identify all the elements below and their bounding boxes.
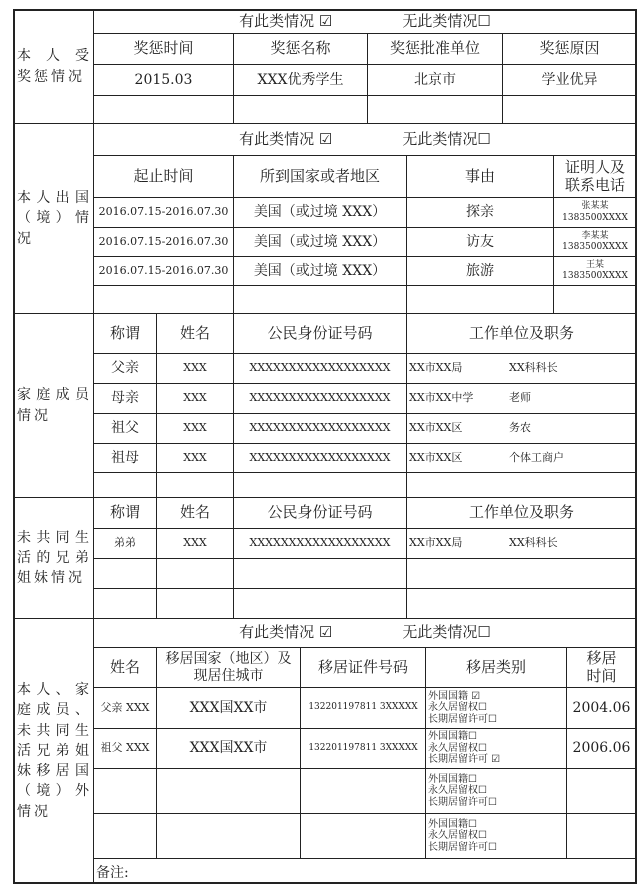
emig-type-cell[interactable] [425, 813, 567, 859]
family-id-cell[interactable]: XXXXXXXXXXXXXXXXXX [233, 383, 407, 414]
has-record-checkbox[interactable]: 有此类情况 ☑ [239, 129, 333, 148]
award-name-cell[interactable]: XXX优秀学生 [233, 64, 368, 96]
empty-cell[interactable] [553, 285, 637, 314]
witness-name: 李某某 [581, 230, 609, 241]
no-record-checkbox[interactable]: 无此类情况☐ [402, 11, 491, 30]
work-title: 个体工商户 [509, 450, 564, 464]
emig-name-cell[interactable] [93, 768, 157, 814]
emig-cert-cell[interactable] [300, 768, 426, 814]
empty-cell[interactable] [156, 558, 234, 589]
type-long-term-residence-checkbox[interactable]: 长期居留许可☐ [428, 841, 497, 853]
family-name-cell[interactable]: XXX [156, 413, 234, 444]
header-id: 公民身份证号码 [233, 497, 407, 529]
emig-time-cell[interactable] [566, 813, 637, 859]
type-long-term-residence-checkbox[interactable]: 长期居留许可☐ [428, 796, 497, 808]
type-permanent-residence-checkbox[interactable]: 永久居留权☐ [428, 785, 487, 797]
type-foreign-nationality-checkbox[interactable]: 外国国籍 ☑ [428, 690, 481, 702]
empty-cell[interactable] [502, 95, 637, 124]
emig-type-cell[interactable] [425, 768, 567, 814]
header-cert: 移居证件号码 [300, 647, 426, 688]
abroad-period-cell[interactable]: 2016.07.15-2016.07.30 [93, 256, 234, 286]
abroad-reason-cell[interactable]: 访友 [406, 227, 554, 257]
work-unit: XX市XX局 [409, 361, 463, 375]
family-work-cell[interactable] [406, 353, 637, 384]
abroad-place-cell[interactable]: 美国（或过境 XXX） [233, 256, 407, 286]
empty-cell[interactable] [233, 588, 407, 619]
family-relation-cell[interactable]: 祖父 [93, 413, 157, 444]
witness-phone: 1383500XXXX [562, 271, 628, 281]
witness-name: 张某某 [581, 201, 609, 212]
work-title: 务农 [509, 421, 531, 435]
work-unit: XX市XX中学 [409, 391, 474, 405]
abroad-witness-cell[interactable] [553, 256, 637, 286]
emig-name-cell[interactable]: 父亲 XXX [93, 687, 157, 729]
empty-cell[interactable] [93, 95, 234, 124]
header-name: 姓名 [93, 647, 157, 688]
empty-cell[interactable] [93, 558, 157, 589]
work-title: XX科科长 [509, 361, 558, 375]
header-type: 移居类别 [425, 647, 567, 688]
emig-type-cell[interactable] [425, 687, 567, 729]
emig-name-cell[interactable] [93, 813, 157, 859]
empty-cell[interactable] [233, 285, 407, 314]
type-foreign-nationality-checkbox[interactable]: 外国国籍☐ [428, 818, 477, 830]
header-award-unit: 奖惩批准单位 [367, 33, 503, 65]
empty-cell[interactable] [367, 95, 503, 124]
abroad-period-cell[interactable]: 2016.07.15-2016.07.30 [93, 227, 234, 257]
type-long-term-residence-checkbox[interactable]: 长期居留许可☐ [428, 713, 497, 725]
section-label-awards: 本 人 受 奖惩情况 [13, 9, 94, 124]
has-record-checkbox[interactable]: 有此类情况 ☑ [239, 11, 333, 30]
has-record-row [93, 9, 637, 34]
abroad-witness-cell[interactable] [553, 197, 637, 228]
work-unit: XX市XX局 [409, 536, 463, 550]
section-label-family: 家庭成员情况 [13, 313, 94, 498]
has-record-checkbox[interactable]: 有此类情况 ☑ [239, 623, 333, 642]
award-time-cell[interactable]: 2015.03 [93, 64, 234, 96]
empty-cell[interactable] [156, 588, 234, 619]
work-unit: XX市XX区 [409, 421, 463, 435]
abroad-place-cell[interactable]: 美国（或过境 XXX） [233, 227, 407, 257]
header-award-time: 奖惩时间 [93, 33, 234, 65]
work-unit: XX市XX区 [409, 450, 463, 464]
emig-country-cell[interactable]: XXX国XX市 [156, 687, 301, 729]
award-reason-cell[interactable]: 学业优异 [502, 64, 637, 96]
empty-cell[interactable] [406, 558, 637, 589]
no-record-checkbox[interactable]: 无此类情况☐ [402, 623, 491, 642]
award-unit-cell[interactable]: 北京市 [367, 64, 503, 96]
emig-cert-cell[interactable]: 132201197811 3XXXXX [300, 728, 426, 769]
emig-country-cell[interactable] [156, 813, 301, 859]
family-work-cell[interactable] [406, 413, 637, 444]
emig-name-cell[interactable]: 祖父 XXX [93, 728, 157, 769]
header-id: 公民身份证号码 [233, 313, 407, 354]
remarks-label: 备注: [96, 864, 129, 881]
has-record-row [93, 123, 637, 156]
empty-cell[interactable] [93, 588, 157, 619]
type-permanent-residence-checkbox[interactable]: 永久居留权☐ [428, 742, 487, 754]
header-time: 移居时间 [566, 647, 637, 688]
sibling-id-cell[interactable]: XXXXXXXXXXXXXXXXXX [233, 528, 407, 559]
header-award-name: 奖惩名称 [233, 33, 368, 65]
family-work-cell[interactable] [406, 443, 637, 473]
section-label-emigration: 本人、家庭成员、未共同生活兄弟姐妹移居国（境）外情况 [13, 618, 94, 884]
header-period: 起止时间 [93, 155, 234, 198]
header-relation: 称谓 [93, 497, 157, 529]
empty-cell[interactable] [406, 472, 637, 498]
family-id-cell[interactable]: XXXXXXXXXXXXXXXXXX [233, 443, 407, 473]
family-relation-cell[interactable]: 祖母 [93, 443, 157, 473]
header-country: 移居国家（地区）及现居住城市 [156, 647, 301, 688]
header-witness: 证明人及联系电话 [553, 155, 637, 198]
emig-time-cell[interactable] [566, 768, 637, 814]
header-name: 姓名 [156, 497, 234, 529]
remarks-field[interactable] [93, 858, 637, 884]
empty-cell[interactable] [233, 472, 407, 498]
section-label-abroad: 本人出国（境）情况 [13, 123, 94, 314]
type-permanent-residence-checkbox[interactable]: 永久居留权☐ [428, 702, 487, 714]
family-id-cell[interactable]: XXXXXXXXXXXXXXXXXX [233, 353, 407, 384]
emig-cert-cell[interactable] [300, 813, 426, 859]
emig-cert-cell[interactable]: 132201197811 3XXXXX [300, 687, 426, 729]
section-label-siblings: 未共同生活的兄弟姐妹情况 [13, 497, 94, 619]
header-destination: 所到国家或者地区 [233, 155, 407, 198]
emig-country-cell[interactable]: XXX国XX市 [156, 728, 301, 769]
header-award-reason: 奖惩原因 [502, 33, 637, 65]
abroad-period-cell[interactable]: 2016.07.15-2016.07.30 [93, 197, 234, 228]
abroad-reason-cell[interactable]: 探亲 [406, 197, 554, 228]
family-name-cell[interactable]: XXX [156, 353, 234, 384]
header-relation: 称谓 [93, 313, 157, 354]
header-work: 工作单位及职务 [406, 497, 637, 529]
emig-time-cell[interactable]: 2004.06 [566, 687, 637, 729]
witness-phone: 1383500XXXX [562, 242, 628, 252]
header-name: 姓名 [156, 313, 234, 354]
empty-cell[interactable] [156, 472, 234, 498]
family-work-cell[interactable] [406, 383, 637, 414]
family-relation-cell[interactable]: 父亲 [93, 353, 157, 384]
empty-cell[interactable] [406, 588, 637, 619]
no-record-checkbox[interactable]: 无此类情况☐ [402, 129, 491, 148]
family-id-cell[interactable]: XXXXXXXXXXXXXXXXXX [233, 413, 407, 444]
witness-name: 王某 [585, 259, 604, 270]
emig-time-cell[interactable]: 2006.06 [566, 728, 637, 769]
emig-type-cell[interactable] [425, 728, 567, 769]
type-long-term-residence-checkbox[interactable]: 长期居留许可 ☑ [428, 754, 501, 766]
sibling-relation-cell[interactable]: 弟弟 [93, 528, 157, 559]
empty-cell[interactable] [93, 472, 157, 498]
witness-phone: 1383500XXXX [562, 212, 628, 223]
family-name-cell[interactable]: XXX [156, 443, 234, 473]
abroad-witness-cell[interactable] [553, 227, 637, 257]
family-relation-cell[interactable]: 母亲 [93, 383, 157, 414]
family-name-cell[interactable]: XXX [156, 383, 234, 414]
type-permanent-residence-checkbox[interactable]: 永久居留权☐ [428, 830, 487, 842]
empty-cell[interactable] [233, 95, 368, 124]
empty-cell[interactable] [233, 558, 407, 589]
has-record-row [93, 618, 637, 648]
header-reason: 事由 [406, 155, 554, 198]
work-title: 老师 [509, 391, 531, 405]
abroad-place-cell[interactable]: 美国（或过境 XXX） [233, 197, 407, 228]
abroad-reason-cell[interactable]: 旅游 [406, 256, 554, 286]
type-foreign-nationality-checkbox[interactable]: 外国国籍☐ [428, 731, 477, 743]
work-title: XX科科长 [509, 536, 558, 550]
type-foreign-nationality-checkbox[interactable]: 外国国籍☐ [428, 773, 477, 785]
empty-cell[interactable] [406, 285, 554, 314]
sibling-name-cell[interactable]: XXX [156, 528, 234, 559]
empty-cell[interactable] [93, 285, 234, 314]
emig-country-cell[interactable] [156, 768, 301, 814]
sibling-work-cell[interactable] [406, 528, 637, 559]
header-work: 工作单位及职务 [406, 313, 637, 354]
